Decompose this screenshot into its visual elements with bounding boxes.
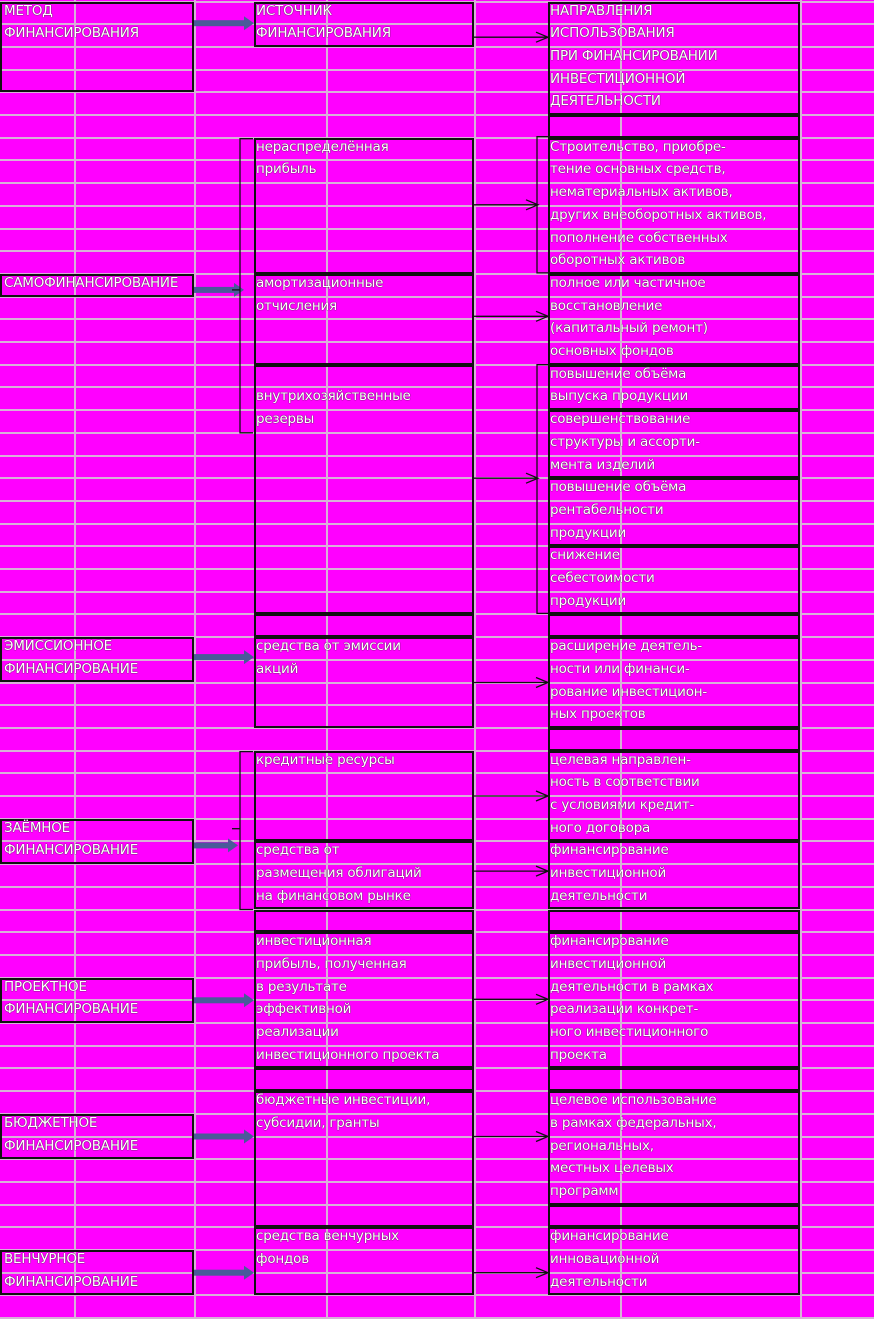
use-label: программ [550,1182,619,1199]
use-label: снижение [550,547,620,564]
use-label: продукции [550,524,627,541]
source-brace [240,752,253,910]
use-label: структуры и ассорти- [550,433,700,450]
source-label: субсидии, гранты [256,1114,380,1131]
use-label: местных целевых [550,1160,674,1177]
source-label: реализации [256,1024,339,1040]
header-arrow-head [244,16,254,30]
use-label: с условиями кредит- [550,797,695,813]
use-spacer [548,1205,800,1228]
method-arrow [194,654,246,660]
source-label: эффективной [256,1001,352,1018]
source-header-text: ИСТОЧНИК [256,2,332,19]
method-arrow-head [228,838,238,852]
method-label: САМОФИНАНСИРОВАНИЕ [4,274,179,291]
use-label: деятельности в рамках [550,978,714,995]
use-spacer [548,910,800,933]
use-label: региональных, [550,1137,654,1154]
use-label: ного договора [550,819,651,836]
method-label: ПРОЕКТНОЕ [4,978,87,995]
use-label: повышение объёма [550,365,687,382]
method-label: ВЕНЧУРНОЕ [4,1251,86,1267]
method-arrow [194,1270,246,1276]
source-label: средства венчурных [256,1228,399,1245]
method-label: ФИНАНСИРОВАНИЕ [4,1137,139,1154]
use-label: инвестиционной [550,865,667,882]
method-label: ЗАЁМНОЕ [4,819,70,836]
method-header-text: ФИНАНСИРОВАНИЯ [4,25,139,42]
use-label: инновационной [550,1251,660,1267]
source-label: резервы [256,411,315,428]
use-label: восстановление [550,297,663,314]
use-label: пополнение собственных [550,229,728,246]
use-label: реализации конкрет- [550,1001,699,1018]
use-header-text: ПРИ ФИНАНСИРОВАНИИ [550,47,718,64]
source-label: бюджетные инвестиции, [256,1092,431,1109]
use-label: Строительство, приобре- [550,138,726,155]
use-label: выпуска продукции [550,388,689,405]
source-brace [240,139,253,433]
use-header-text: ДЕЯТЕЛЬНОСТИ [550,93,661,110]
method-arrow [194,997,246,1003]
source-label: кредитные ресурсы [256,751,395,768]
source-label: инвестиционного проекта [256,1046,440,1063]
source-label: прибыль [256,161,317,178]
use-spacer [548,115,800,138]
method-arrow-head [244,650,254,664]
use-label: ность в соответствии [550,774,700,791]
source-label: на финансовом рынке [256,887,411,904]
use-label: себестоимости [550,570,655,586]
use-label: оборотных активов [550,252,686,269]
method-label: ФИНАНСИРОВАНИЕ [4,842,139,859]
source-spacer [254,910,474,933]
use-spacer [548,1068,800,1091]
use-label: рентабельности [550,501,664,518]
use-header-text: НАПРАВЛЕНИЯ [550,2,653,19]
source-label: внутрихозяйственные [256,388,411,405]
method-arrow-head [244,993,254,1007]
source-label: акций [256,660,299,677]
method-arrow [194,842,230,848]
use-label: тение основных средств, [550,161,726,178]
source-label: размещения облигаций [256,865,422,882]
method-header-text: МЕТОД [4,2,53,19]
use-label: ного инвестиционного [550,1024,709,1040]
use-label: ных проектов [550,706,646,723]
use-label: мента изделий [550,456,655,473]
use-spacer [548,728,800,751]
source-label: инвестиционная [256,933,372,950]
method-label: БЮДЖЕТНОЕ [4,1114,98,1131]
use-label: деятельности [550,887,648,904]
use-label: рование инвестицион- [550,683,708,700]
method-arrow-head [244,1130,254,1144]
source-label: нераспределённая [256,138,389,155]
use-header-text: ИСПОЛЬЗОВАНИЯ [550,25,675,42]
use-label: финансирование [550,1228,669,1245]
source-label: прибыль, полученная [256,955,407,972]
use-label: основных фондов [550,343,674,359]
source-label: амортизационные [256,274,384,291]
method-label: ФИНАНСИРОВАНИЕ [4,1273,139,1290]
use-label: проекта [550,1046,607,1063]
method-label: ЭМИССИОННОЕ [4,638,113,655]
use-label: финансирование [550,933,669,950]
source-spacer [254,614,474,637]
use-brace [537,365,548,614]
use-header-text: ИНВЕСТИЦИОННОЙ [550,70,686,87]
use-label: (капитальный ремонт) [550,320,708,337]
use-label: деятельности [550,1273,648,1290]
use-label: целевая направлен- [550,751,691,768]
use-label: нематериальных активов, [550,184,733,201]
source-label: средства от [256,842,340,859]
use-label: финансирование [550,842,669,859]
use-label: в рамках федеральных, [550,1114,717,1131]
method-label: ФИНАНСИРОВАНИЕ [4,660,139,677]
header-arrow [194,20,246,26]
method-arrow [194,287,236,293]
method-label: ФИНАНСИРОВАНИЕ [4,1001,139,1018]
source-header-text: ФИНАНСИРОВАНИЯ [256,25,391,42]
source-label: в результате [256,978,347,995]
use-label: продукции [550,592,627,609]
source-spacer [254,1068,474,1091]
source-label: фондов [256,1251,309,1267]
use-label: других внеоборотных активов, [550,206,767,223]
method-arrow-head [244,1266,254,1280]
use-label: целевое использование [550,1092,717,1109]
use-label: полное или частичное [550,274,706,291]
use-label: инвестиционной [550,955,667,972]
method-arrow [194,1134,246,1140]
source-label: отчисления [256,297,337,314]
use-label: ности или финанси- [550,660,690,677]
use-label: расширение деятель- [550,638,703,655]
source-label: средства от эмиссии [256,638,401,655]
use-label: совершенствование [550,411,691,428]
use-spacer [548,614,800,637]
use-label: повышение объёма [550,479,687,496]
